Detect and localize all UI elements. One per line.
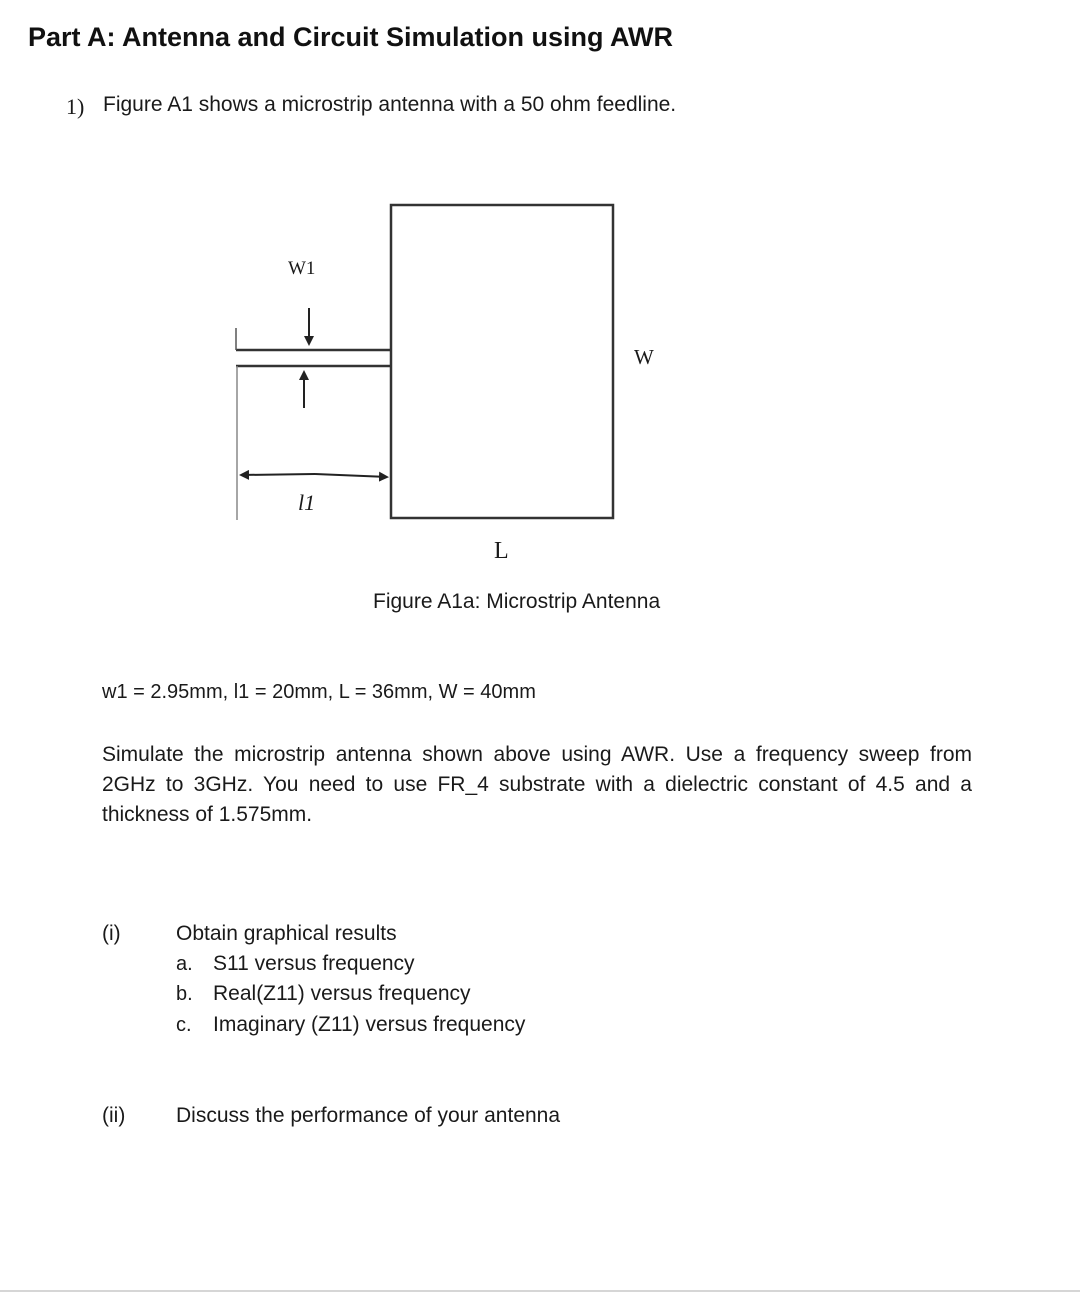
task-text: Obtain graphical results	[176, 922, 397, 945]
parameter-values: w1 = 2.95mm, l1 = 20mm, L = 36mm, W = 40mm	[102, 681, 536, 703]
subitem-letter: c.	[176, 1014, 192, 1036]
label-w1: W1	[288, 258, 316, 279]
instruction-paragraph: Simulate the microstrip antenna shown above using AWR. Use a frequency sweep from 2GHz to 3GHz. You need to use FR_4 substrate with a dielectric constant of 4.5 and a thickness of 1.575mm.	[102, 743, 972, 826]
question-text: Figure A1 shows a microstrip antenna with a 50 ohm feedline.	[103, 93, 677, 116]
l1-arrow-left	[241, 474, 315, 475]
subitem-letter: a.	[176, 953, 193, 975]
label-l1: l1	[298, 490, 316, 515]
subitem-text: S11 versus frequency	[213, 952, 415, 975]
task-numeral: (ii)	[102, 1104, 126, 1127]
page-bottom-rule	[0, 1290, 1080, 1292]
question-number: 1)	[66, 94, 85, 119]
microstrip-antenna-diagram	[0, 0, 1080, 640]
task-text: Discuss the performance of your antenna	[176, 1104, 561, 1127]
task-numeral: (i)	[102, 922, 121, 945]
page-heading: Part A: Antenna and Circuit Simulation using AWR	[28, 22, 674, 52]
subitem-text: Real(Z11) versus frequency	[213, 982, 471, 1005]
figure-caption: Figure A1a: Microstrip Antenna	[373, 590, 661, 613]
l1-arrow-right	[315, 474, 387, 477]
patch-rectangle	[391, 205, 613, 518]
label-length-L: L	[494, 538, 509, 564]
subitem-text: Imaginary (Z11) versus frequency	[213, 1013, 526, 1036]
subitem-letter: b.	[176, 983, 193, 1005]
label-width-W: W	[634, 345, 654, 369]
